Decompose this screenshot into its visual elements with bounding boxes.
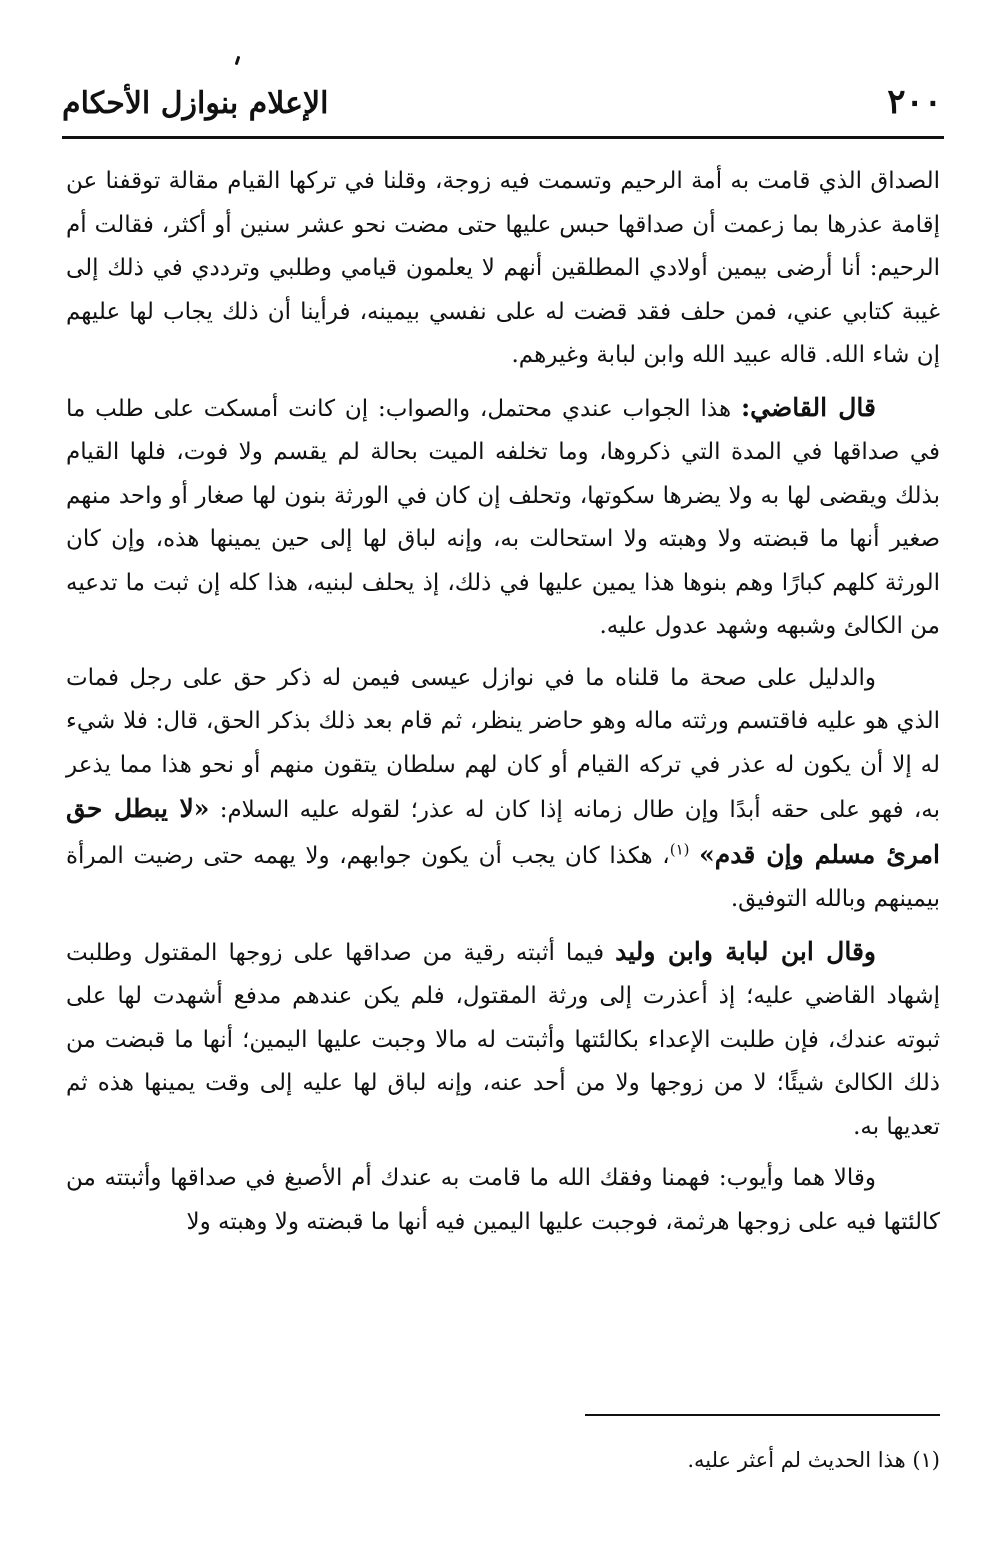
page-header	[62, 78, 942, 134]
paragraph-text: وقالا هما وأيوب: فهمنا وفقك الله ما قامت به عندك أم الأصبغ في صداقها وأثبتته من كالئتها فيه على زوجها هرثمة، فوجبت عليها اليمين فيه أنها ما قبضته ولا وهبته ولا	[66, 1165, 940, 1235]
paragraph-text: هذا الجواب عندي محتمل، والصواب: إن كانت أمسكت على طلب ما في صداقها في المدة التي ذكروها، وما تخلفه الميت بحالة لم يقسم ولا فوت، فلها القيام بذلك ويقضى لها به ولا يضرها سكوتها، وتحلف إن كان في الورثة بنون لها صغار أو واحد منهم صغير أنها ما قبضته ولا وهبته ولا استحالت به، وإنه لباق لها إلى حين يمينها هذه، وإن كان الورثة كلهم كبارًا وهم بنوها هذا يمين عليها في ذلك، إذ يحلف لبنيه، هذا كله إن ثبت ما تدعيه من الكالئ وشبهه وشهد عدول عليه.	[66, 395, 940, 639]
paragraph-text: فيما أثبته رقية من صداقها على زوجها المقتول وطلبت إشهاد القاضي عليه؛ إذ أعذرت إلى ورثة المقتول، فلم يكن عندهم مدفع أشهدت لها على ثبوته عندك، فإن طلبت الإعداء بكالئتها وأثبتت له مالا وجبت عليها اليمين؛ أنها ما قبضت من ذلك الكالئ شيئًا؛ لا من زوجها ولا من أحد عنه، وإنه لباق لها عليه إلى وقت يمينها هذه ثم تعديها به.	[66, 939, 940, 1140]
body-text	[66, 160, 940, 1252]
paragraph-text: الصداق الذي قامت به أمة الرحيم وتسمت فيه زوجة، وقلنا في تركها القيام مقالة توقفنا عن إقامة عذرها بما زعمت أن صداقها حبس عليها حتى مضت نحو عشر سنين أو أكثر، فقالت أم الرحيم: أنا أرضى بيمين أولادي المطلقين أنهم لا يعلمون قيامي وطلبي وترددي في ذلك إلى غيبة كتابي عني، فمن حلف فقد قضت له على نفسي بيمينه، فرأينا أن ذلك يجاب لها عليهم إن شاء الله. قاله عبيد الله وابن لبابة وغيرهم.	[66, 168, 940, 368]
paragraph-4	[66, 930, 940, 1150]
running-title: الإعلام بنوازل الأحكام	[62, 86, 329, 121]
page-number: ٢٠٠	[887, 82, 942, 122]
paragraph-3	[66, 657, 940, 922]
paragraph-2	[66, 386, 940, 649]
footnote: (١) هذا الحديث لم أعثر عليه.	[687, 1448, 940, 1472]
paragraph-5	[66, 1157, 940, 1244]
footnote-rule	[585, 1414, 940, 1416]
header-rule	[62, 136, 944, 139]
paragraph-text: ، هكذا كان يجب أن يكون جوابهم، ولا يهمه حتى رضيت المرأة بيمينهم وبالله التوفيق.	[66, 842, 940, 912]
print-speck	[235, 56, 241, 65]
hadith-quote: «لا يبطل حق امرئ مسلم وإن قدم»	[66, 794, 941, 869]
footnote-marker[interactable]: (١)	[669, 839, 690, 858]
paragraph-text: والدليل على صحة ما قلناه ما في نوازل عيسى فيمن له ذكر حق على رجل فمات الذي هو عليه فاقتسم ورثته ماله وهو حاضر ينظر، ثم قام بعد ذلك بذكر الحق، قال: فلا شيء له إلا أن يكون له عذر في تركه القيام أو كان لهم سلطان يتقون منهم أو نحو هذا مما يذعر به، فهو على حقه أبدًا وإن طال زمانه إذا كان له عذر؛ لقوله عليه السلام:	[66, 664, 940, 823]
paragraph-lead: قال القاضي:	[740, 392, 876, 422]
paragraph-lead: وقال ابن لبابة وابن وليد	[615, 936, 876, 966]
paragraph-1	[66, 160, 940, 378]
